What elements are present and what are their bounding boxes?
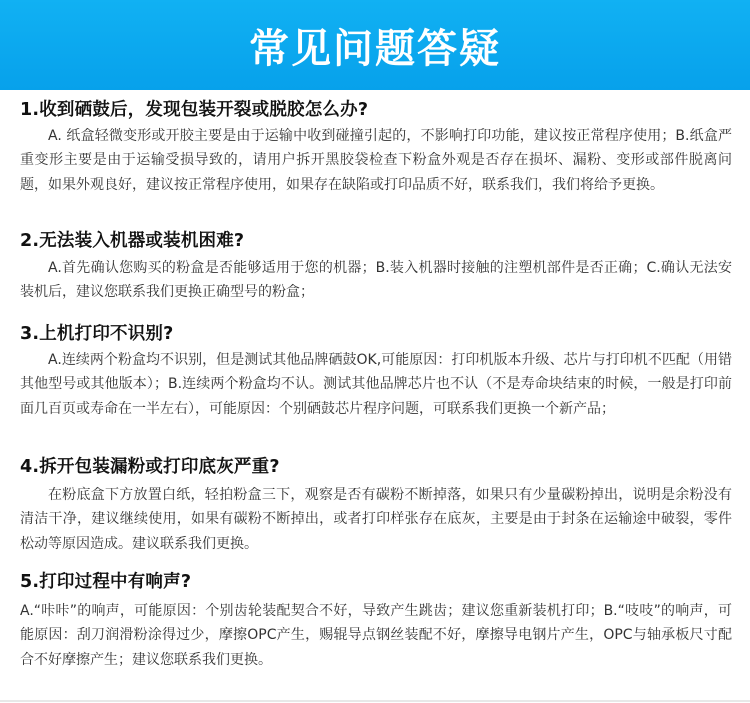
faq-answer-5: A.“咔咔”的响声，可能原因：个别齿轮装配契合不好，导致产生跳齿；建议您重新装机打印；B.“吱吱”的响声，可能原因：刮刀润滑粉涂得过少，摩擦OPC产生，赐辊导点钢丝装配不好，摩擦导电钢片产生，OPC与轴承板尺寸配合不好摩擦产生；建议您联系我们更换。 [20,603,732,668]
faq-answer-4: 在粉底盒下方放置白纸，轻拍粉盒三下，观察是否有碳粉不断掉落，如果只有少量碳粉掉出，说明是余粉没有清洁干净，建议继续使用，如果有碳粉不断掉出，或者打印样张存在底灰，主要是由于封条在运输途中破裂，零件松动等原因造成。建议联系我们更换。 [20,487,732,552]
bottom-divider [0,700,750,702]
faq-answer-2: A.首先确认您购买的粉盒是否能够适用于您的机器；B.装入机器时接触的注塑机部件是否正确；C.确认无法安装机后，建议您联系我们更换正确型号的粉盒； [20,260,732,301]
faq-question-1: 1.收到硒鼓后，发现包装开裂或脱胶怎么办? [20,100,369,120]
faq-question-5: 5.打印过程中有响声? [20,572,192,592]
faq-question-2: 2.无法装入机器或装机困难? [20,231,245,251]
faq-answer-1: A. 纸盒轻微变形或开胶主要是由于运输中收到碰撞引起的，不影响打印功能，建议按正常程序使用；B.纸盒严重变形主要是由于运输受损导致的，请用户拆开黑胶袋检查下粉盒外观是否存在损坏、漏粉、变形或部件脱离问题，如果外观良好，建议按正常程序使用，如果存在缺陷或打印品质不好，联系我们，我们将给予更换。 [20,128,732,193]
faq-question-3: 3.上机打印不识别? [20,324,174,344]
faq-question-4: 4.拆开包装漏粉或打印底灰严重? [20,457,280,477]
page-header [0,0,750,90]
page-title: 常见问题答疑 [249,25,501,72]
faq-answer-3: A.连续两个粉盒均不识别，但是测试其他品牌硒鼓OK,可能原因：打印机版本升级、芯片与打印机不匹配（用错其他型号或其他版本）；B.连续两个粉盒均不认。测试其他品牌芯片也不认（不是寿命块结束的时候，一般是打印前面几百页或寿命在一半左右），可能原因：个别硒鼓芯片程序问题，可联系我们更换一个新产品； [20,352,732,417]
